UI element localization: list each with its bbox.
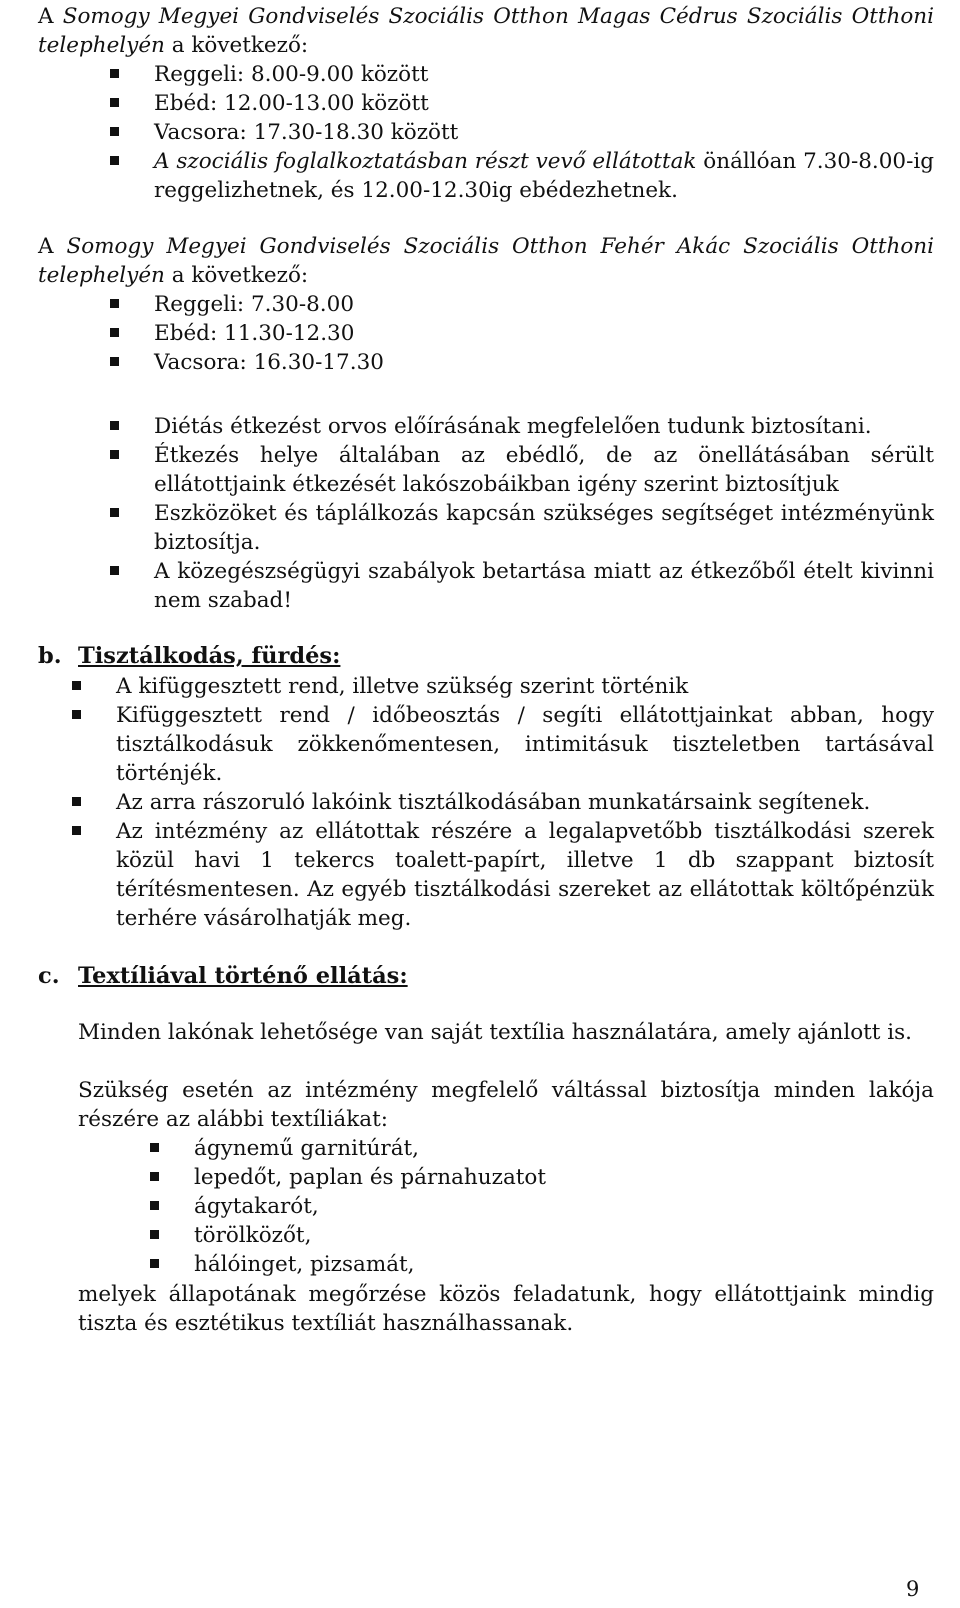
square-bullet-icon (110, 566, 119, 575)
list-item: A közegészségügyi szabályok betartása miatt az étkezőből ételt kivinni nem szabad! (110, 557, 934, 615)
list-item: Az arra rászoruló lakóink tisztálkodásában munkatársaink segítenek. (72, 788, 934, 817)
list-item: lepedőt, paplan és párnahuzatot (150, 1163, 934, 1192)
list-item: Ebéd: 12.00-13.00 között (110, 89, 934, 118)
section-c-heading: c. Textíliával történő ellátás: (38, 963, 408, 989)
square-bullet-icon (150, 1230, 159, 1239)
square-bullet-icon (72, 710, 81, 719)
meal-notes-list (110, 412, 934, 615)
square-bullet-icon (110, 127, 119, 136)
list-item: hálóinget, pizsamát, (150, 1250, 934, 1279)
textile-list (150, 1134, 934, 1279)
list-item: Ebéd: 11.30-12.30 (110, 319, 934, 348)
list-item: ágynemű garnitúrát, (150, 1134, 934, 1163)
list-item: Eszközöket és táplálkozás kapcsán szükséges segítséget intézményünk biztosítja. (110, 499, 934, 557)
section-c-paragraph-1: Minden lakónak lehetősége van saját textília használatára, amely ajánlott is. (78, 1020, 913, 1045)
list-item: Reggeli: 7.30-8.00 (110, 290, 934, 319)
list-item: A szociális foglalkoztatásban részt vevő ellátottak önállóan 7.30-8.00-ig reggelizhetnek, és 12.00-12.30ig ebédezhetnek. (110, 147, 934, 205)
square-bullet-icon (150, 1201, 159, 1210)
square-bullet-icon (110, 156, 119, 165)
square-bullet-icon (72, 681, 81, 690)
square-bullet-icon (110, 450, 119, 459)
section-b-heading: b. Tisztálkodás, fürdés: (38, 643, 341, 669)
square-bullet-icon (110, 357, 119, 366)
square-bullet-icon (110, 421, 119, 430)
list-item: A kifüggesztett rend, illetve szükség szerint történik (72, 672, 934, 701)
section-b-list (72, 672, 934, 933)
square-bullet-icon (110, 98, 119, 107)
square-bullet-icon (110, 328, 119, 337)
feher-akac-meal-list (110, 290, 934, 377)
list-item: Reggeli: 8.00-9.00 között (110, 60, 934, 89)
magas-cedrus-meal-list (110, 60, 934, 205)
list-item: Vacsora: 16.30-17.30 (110, 348, 934, 377)
list-item: Kifüggesztett rend / időbeosztás / segíti ellátottjainkat abban, hogy tisztálkodásuk zökkenőmentesen, intimitásuk tiszteletben tartásával történjék. (72, 701, 934, 788)
square-bullet-icon (110, 69, 119, 78)
square-bullet-icon (72, 797, 81, 806)
list-item: ágytakarót, (150, 1192, 934, 1221)
magas-cedrus-intro: A Somogy Megyei Gondviselés Szociális Otthon Magas Cédrus Szociális Otthoni telephelyén a következő: (38, 4, 934, 58)
list-item: Diétás étkezést orvos előírásának megfelelően tudunk biztosítani. (110, 412, 934, 441)
list-item: törölközőt, (150, 1221, 934, 1250)
square-bullet-icon (72, 826, 81, 835)
section-c-paragraph-2: Szükség esetén az intézmény megfelelő váltással biztosítja minden lakója részére az alábbi textíliákat: (78, 1078, 934, 1132)
section-c-paragraph-3: melyek állapotának megőrzése közös feladatunk, hogy ellátottjaink mindig tiszta és esztétikus textíliát használhassanak. (78, 1282, 934, 1336)
list-item: Az intézmény az ellátottak részére a legalapvetőbb tisztálkodási szerek közül havi 1 tekercs toalett-papírt, illetve 1 db szappant biztosít térítésmentesen. Az egyéb tisztálkodási szereket az ellátottak költőpénzük terhére vásárolhatják meg. (72, 817, 934, 933)
square-bullet-icon (110, 299, 119, 308)
list-item: Étkezés helye általában az ebédlő, de az önellátásában sérült ellátottjaink étkezését lakószobáikban igény szerint biztosítjuk (110, 441, 934, 499)
square-bullet-icon (150, 1143, 159, 1152)
square-bullet-icon (110, 508, 119, 517)
page-number: 9 (906, 1577, 920, 1601)
feher-akac-intro: A Somogy Megyei Gondviselés Szociális Otthon Fehér Akác Szociális Otthoni telephelyén a következő: (38, 234, 934, 288)
list-item: Vacsora: 17.30-18.30 között (110, 118, 934, 147)
square-bullet-icon (150, 1259, 159, 1268)
square-bullet-icon (150, 1172, 159, 1181)
